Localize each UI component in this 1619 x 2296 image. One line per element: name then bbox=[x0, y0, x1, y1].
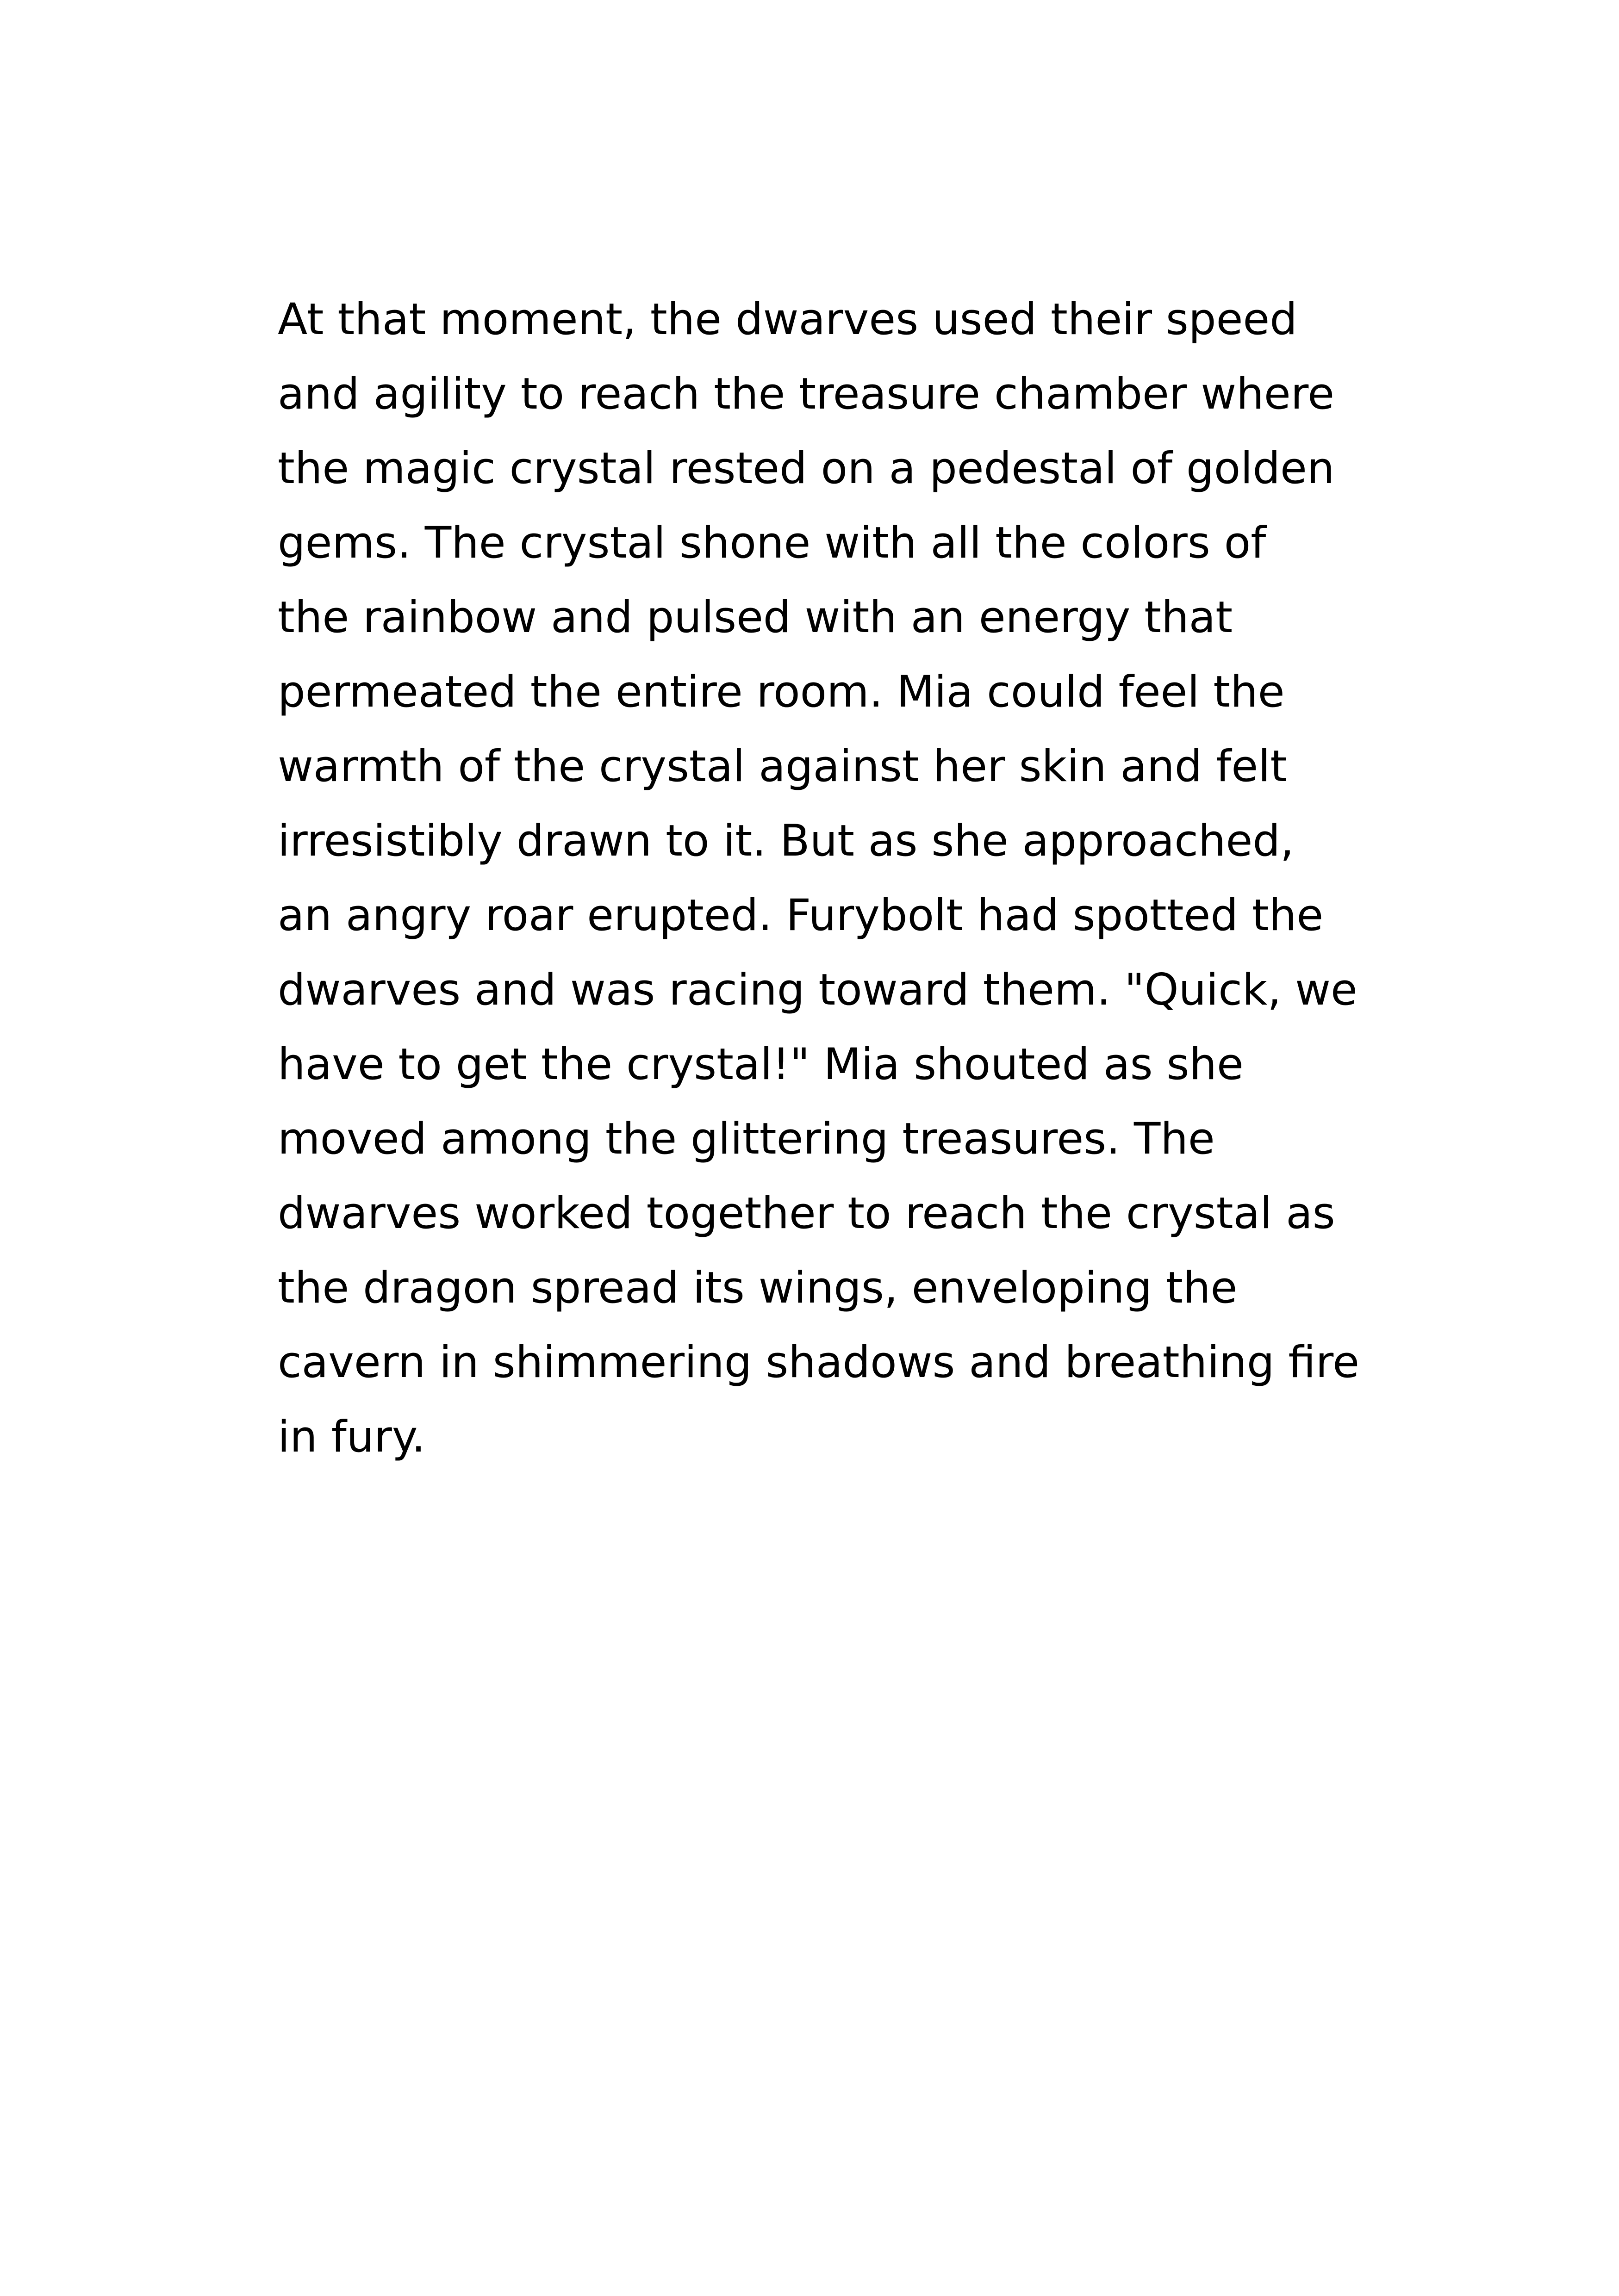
story-line: in fury. bbox=[278, 1412, 425, 1462]
story-line: the magic crystal rested on a pedestal of golden bbox=[278, 443, 1335, 494]
story-line: an angry roar erupted. Furybolt had spotted the bbox=[278, 890, 1324, 941]
story-paragraph bbox=[278, 282, 1370, 1474]
story-line: moved among the glittering treasures. The bbox=[278, 1114, 1215, 1164]
story-line: cavern in shimmering shadows and breathing fire bbox=[278, 1337, 1360, 1388]
story-line: dwarves and was racing toward them. "Quick, we bbox=[278, 965, 1357, 1015]
story-line: warmth of the crystal against her skin and felt bbox=[278, 741, 1288, 792]
story-line: the dragon spread its wings, enveloping the bbox=[278, 1263, 1238, 1313]
story-line: At that moment, the dwarves used their speed bbox=[278, 294, 1297, 345]
story-line: irresistibly drawn to it. But as she approached, bbox=[278, 816, 1294, 866]
story-line: have to get the crystal!" Mia shouted as she bbox=[278, 1039, 1244, 1090]
story-line: permeated the entire room. Mia could feel the bbox=[278, 667, 1285, 717]
story-line: gems. The crystal shone with all the colors of bbox=[278, 518, 1266, 568]
story-line: the rainbow and pulsed with an energy that bbox=[278, 592, 1233, 643]
story-line: and agility to reach the treasure chamber where bbox=[278, 369, 1335, 419]
story-line: dwarves worked together to reach the crystal as bbox=[278, 1188, 1335, 1239]
